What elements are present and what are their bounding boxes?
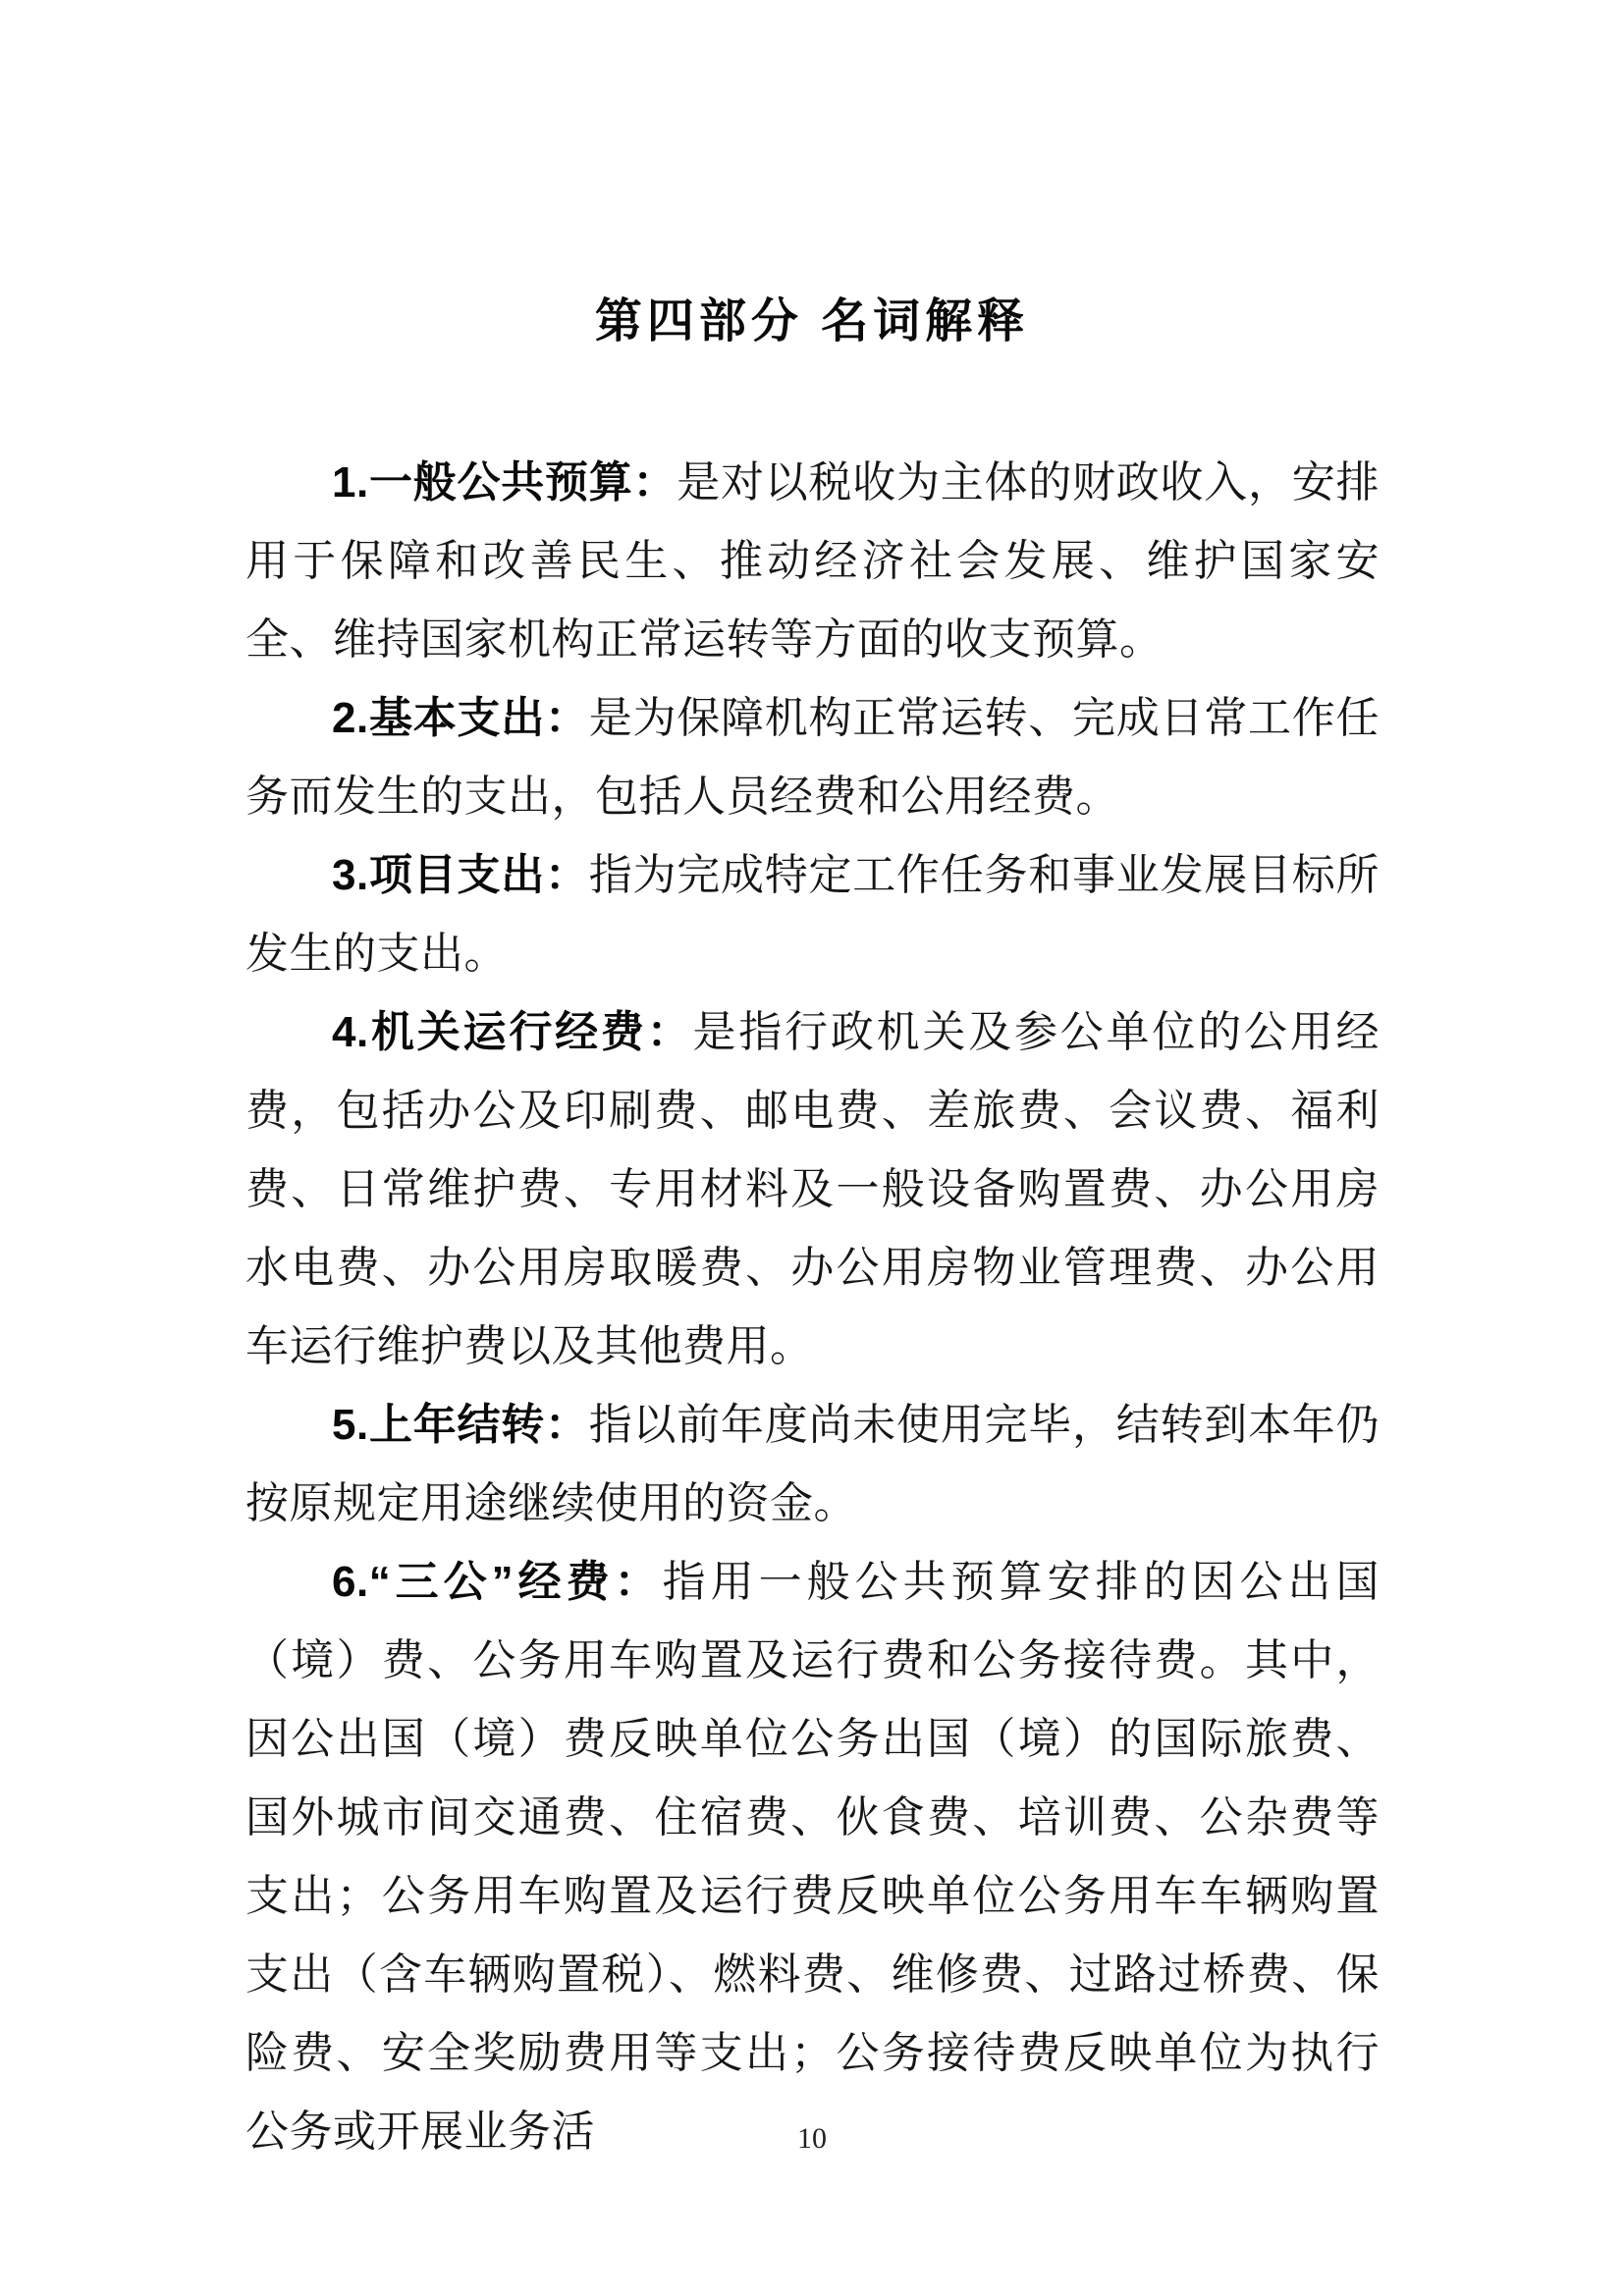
definition-text-3: 指为完成特定工作任务和事业发展目标所发生的支出。 — [245, 851, 1380, 978]
definition-term-1: 1.一般公共预算： — [332, 458, 677, 507]
definition-term-5: 5.上年结转： — [332, 1401, 589, 1449]
definition-term-3: 3.项目支出： — [332, 851, 589, 899]
definition-text-1: 是对以税收为主体的财政收入，安排用于保障和改善民生、推动经济社会发展、维护国家安全、维持国家机构正常运转等方面的收支预算。 — [245, 458, 1380, 664]
page-title: 第四部分 名词解释 — [594, 295, 1030, 347]
definition-paragraph-5 — [245, 1386, 1380, 1543]
definition-paragraph-1 — [245, 444, 1380, 679]
definition-text-4: 是指行政机关及参公单位的公用经费，包括办公及印刷费、邮电费、差旅费、会议费、福利费、日常维护费、专用材料及一般设备购置费、办公用房水电费、办公用房取暖费、办公用房物业管理费、办公用车运行维护费以及其他费用。 — [245, 1008, 1380, 1370]
page-number: 10 — [797, 2122, 827, 2155]
document-body — [245, 444, 1380, 2171]
definition-paragraph-4 — [245, 993, 1380, 1386]
definition-term-2: 2.基本支出： — [332, 694, 589, 742]
definition-term-6: 6.“三公”经费： — [332, 1558, 663, 1606]
definition-text-2: 是为保障机构正常运转、完成日常工作任务而发生的支出，包括人员经费和公用经费。 — [245, 694, 1380, 821]
definition-paragraph-3 — [245, 836, 1380, 993]
definition-term-4: 4.机关运行经费： — [332, 1008, 693, 1056]
definition-text-6: 指用一般公共预算安排的因公出国（境）费、公务用车购置及运行费和公务接待费。其中，因公出国（境）费反映单位公务出国（境）的国际旅费、国外城市间交通费、住宿费、伙食费、培训费、公杂费等支出；公务用车购置及运行费反映单位公务用车车辆购置支出（含车辆购置税）、燃料费、维修费、过路过桥费、保险费、安全奖励费用等支出；公务接待费反映单位为执行公务或开展业务活 — [245, 1558, 1380, 2156]
definition-paragraph-2 — [245, 679, 1380, 836]
definition-text-5: 指以前年度尚未使用完毕，结转到本年仍按原规定用途继续使用的资金。 — [245, 1401, 1380, 1527]
definition-paragraph-6 — [245, 1543, 1380, 2171]
